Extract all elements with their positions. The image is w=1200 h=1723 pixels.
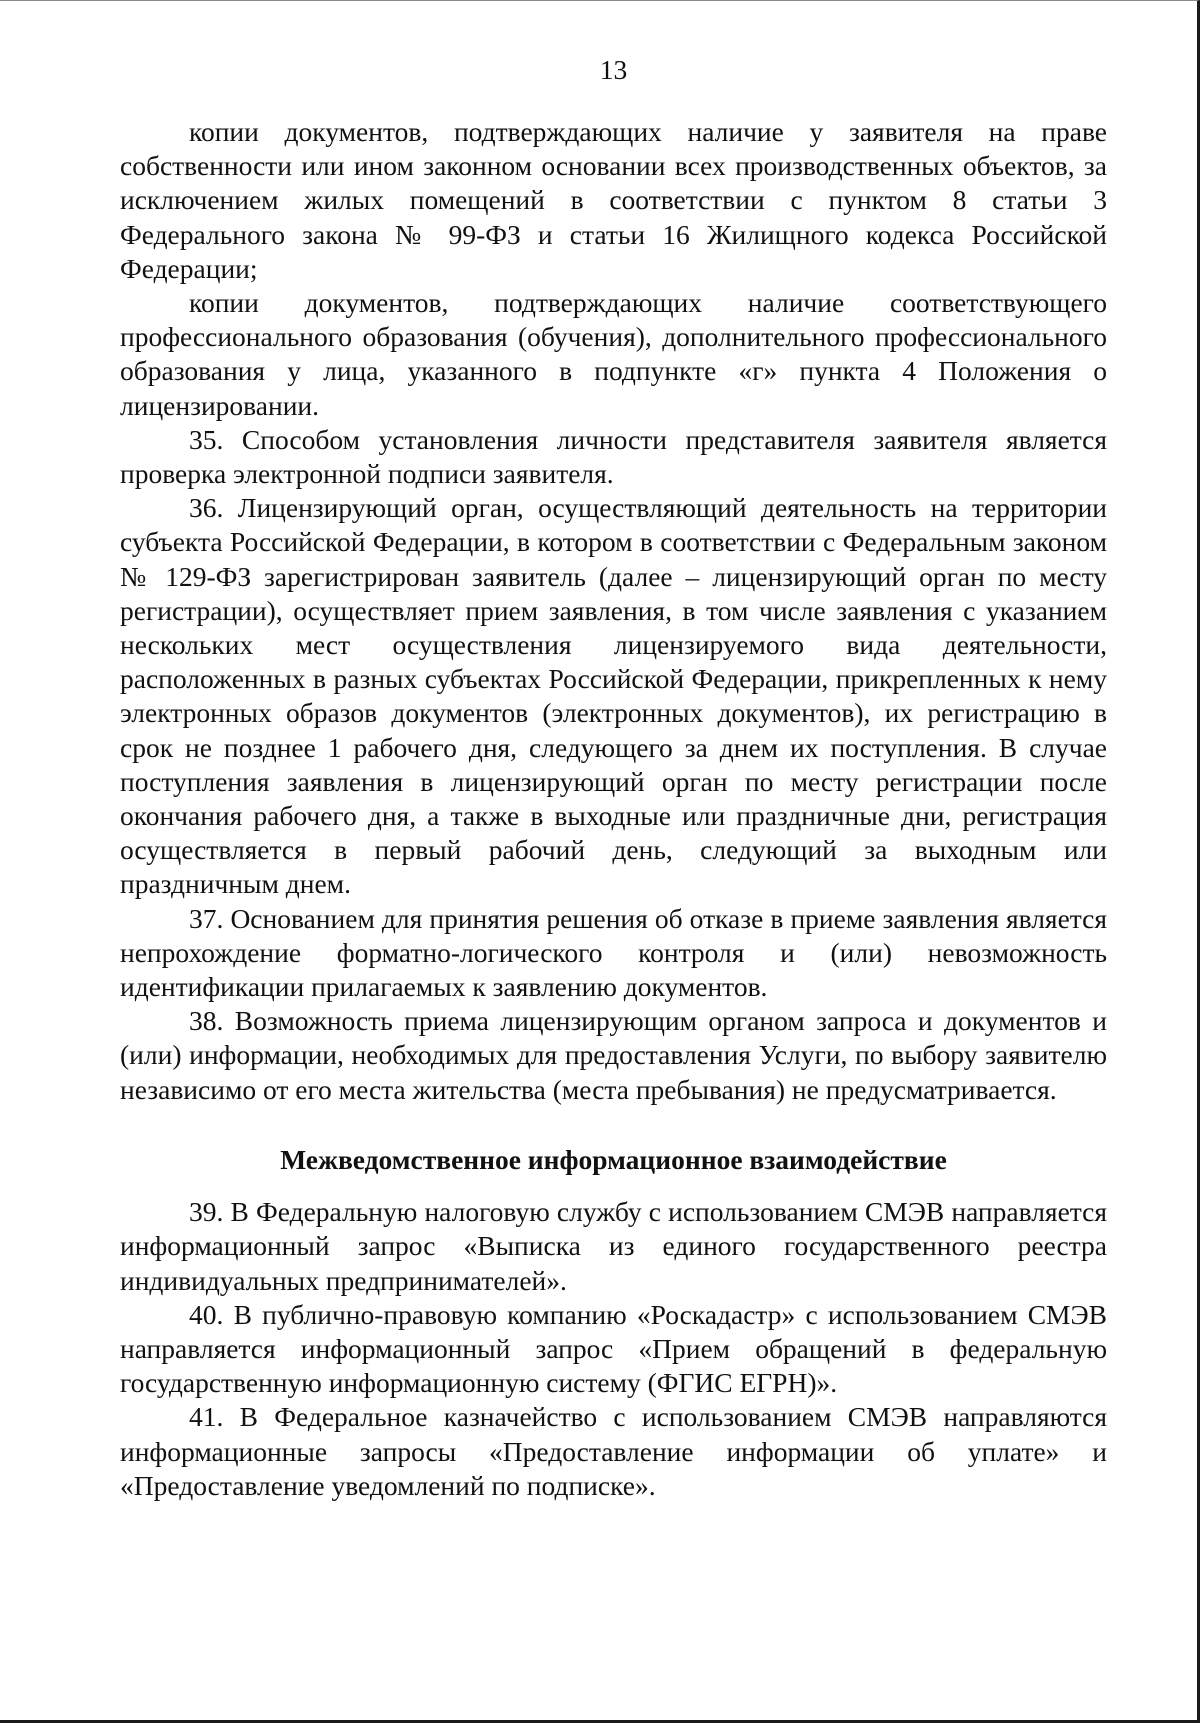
paragraph-item-41: 41. В Федеральное казначейство с использованием СМЭВ направляются информационные запросы «Предоставление информации об уплате» и «Предоставление уведомлений по подписке». <box>120 1401 1107 1501</box>
paragraph-item-36: 36. Лицензирующий орган, осуществляющий деятельность на территории субъекта Российской Федерации, в котором в соответствии с Федеральным законом № 129-ФЗ зарегистрирован заявитель (далее – лицензирующий орган по месту регистрации), осуществляет прием заявления, в том числе заявления с указанием нескольких мест осуществления лицензируемого вида деятельности, расположенных в разных субъектах Российской Федерации, прикрепленных к нему электронных образов документов (электронных документов), их регистрацию в срок не позднее 1 рабочего дня, следующего за днем их поступления. В случае поступления заявления в лицензирующий орган по месту регистрации после окончания рабочего дня, а также в выходные или праздничные дни, регистрация осуществляется в первый рабочий день, следующий за выходным или праздничным днем. <box>120 492 1107 900</box>
paragraph-item-38: 38. Возможность приема лицензирующим органом запроса и документов и (или) информации, необходимых для предоставления Услуги, по выбору заявителю независимо от его места жительства (места пребывания) не предусматривается. <box>120 1005 1107 1105</box>
paragraph-item-35: 35. Способом установления личности представителя заявителя является проверка электронной подписи заявителя. <box>120 423 1107 490</box>
page-number: 13 <box>599 54 628 85</box>
paragraph-item-40: 40. В публично-правовую компанию «Роскадастр» с использованием СМЭВ направляется информационный запрос «Прием обращений в федеральную государственную информационную систему (ФГИС ЕГРН)». <box>120 1298 1107 1399</box>
page-content <box>120 53 1107 1503</box>
paragraph-education-documents: копии документов, подтверждающих наличие соответствующего профессионального образования (обучения), дополнительного профессионального образования у лица, указанного в подпункте «г» пункта 4 Положения о лицензировании. <box>120 287 1107 421</box>
section-heading: Межведомственное информационное взаимодействие <box>280 1143 947 1175</box>
paragraph-item-37: 37. Основанием для принятия решения об отказе в приеме заявления является непрохождение форматно-логического контроля и (или) невозможность идентификации прилагаемых к заявлению документов. <box>120 902 1107 1003</box>
paragraph-item-39: 39. В Федеральную налоговую службу с использованием СМЭВ направляется информационный запрос «Выписка из единого государственного реестра индивидуальных предпринимателей». <box>120 1196 1107 1296</box>
paragraph-ownership-documents: копии документов, подтверждающих наличие у заявителя на праве собственности или ином законном основании всех производственных объектов, за исключением жилых помещений в соответствии с пунктом 8 статьи 3 Федерального закона № 99-ФЗ и статьи 16 Жилищного кодекса Российской Федерации; <box>120 116 1107 284</box>
